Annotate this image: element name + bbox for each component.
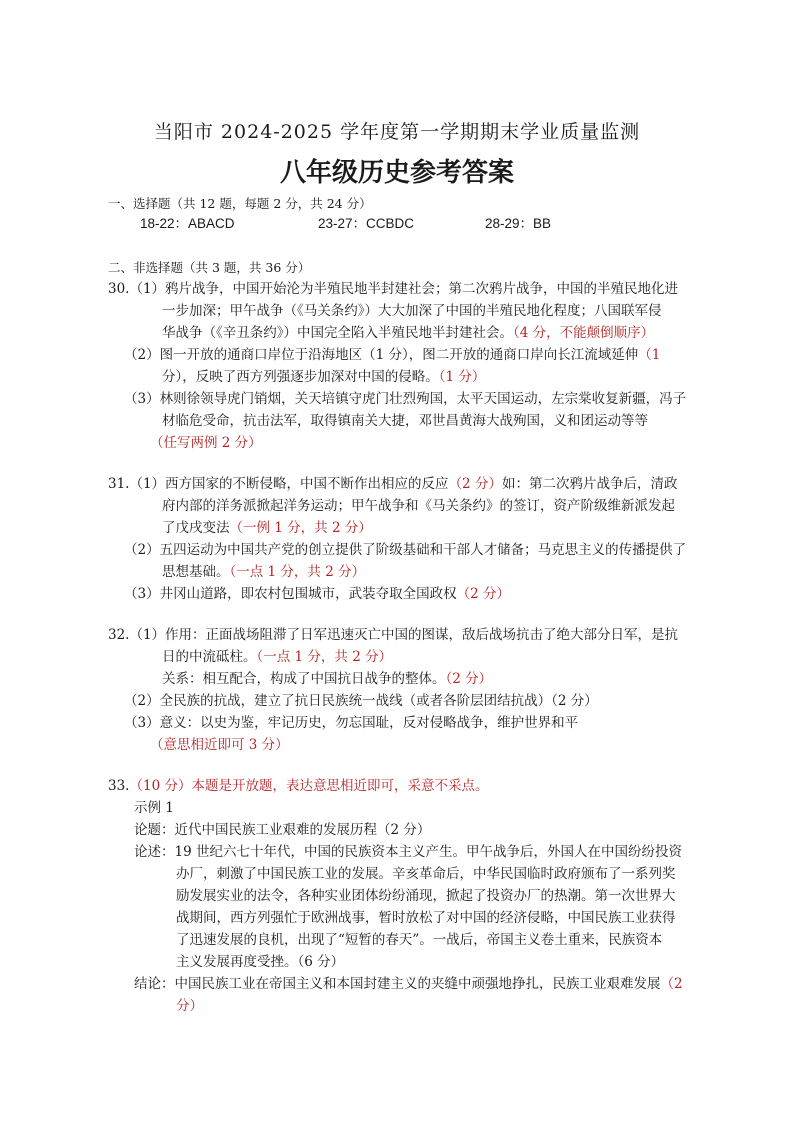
q32-line-6: （意思相近即可 3 分） — [150, 737, 289, 753]
q33-argument-line-5: 了迅速发展的良机，出现了“短暂的春天”。一战后，帝国主义卷土重来，民族资本 — [176, 932, 663, 948]
q30-line-3 — [162, 322, 654, 344]
section1-heading: 一、选择题（共 12 题，每题 2 分，共 24 分） — [108, 196, 372, 211]
q30-line-4 — [124, 344, 660, 366]
q31-line-4: （2）五四运动为中国共产党的创立提供了阶级基础和干部人才储备；马克思主义的传播提供了 — [124, 542, 687, 558]
q31-line-1-score: （2 分） — [448, 476, 502, 492]
q31-line-3-score: （一例 1 分，共 2 分） — [229, 520, 372, 536]
q32-line-4: （2）全民族的抗战，建立了抗日民族统一战线（或者各阶层团结抗战）（2 分） — [124, 693, 598, 709]
q30-line-6: （3）林则徐领导虎门销烟，关天培镇守虎门壮烈殉国，太平天国运动，左宗棠收复新疆，冯子 — [124, 391, 687, 407]
q30-line-7: 材临危受命，抗击法军，取得镇南关大捷，邓世昌黄海大战殉国，义和团运动等等 — [162, 413, 648, 429]
q33-line-1 — [108, 775, 488, 797]
q32-line-3-score: （2 分） — [445, 671, 493, 687]
answer-group-2: 23-27：CCBDC — [318, 216, 415, 231]
q33-instruction: （10 分）本题是开放题，表达意思相近即可，采意不采点。 — [129, 778, 489, 794]
q32-line-1: 32.（1）作用：正面战场阻滞了日军迅速灭亡中国的图谋，敌后战场抗击了绝大部分日军，是抗 — [108, 627, 679, 643]
q33-conclusion-line-2: 分） — [176, 998, 203, 1014]
q32-line-2-text: 日的中流砥柱。 — [162, 649, 257, 665]
q33-argument-line-1: 论述：19 世纪六七十年代，中国的民族资本主义产生。甲午战争后，外国人在中国纷纷投资 — [134, 844, 682, 860]
q33-number: 33. — [108, 778, 130, 794]
q30-line-2: 一步加深；甲午战争（《马关条约》）大大加深了中国的半殖民地化程度；八国联军侵 — [162, 303, 662, 319]
q31-line-5 — [162, 561, 365, 583]
q30-line-4-text: （2）图一开放的通商口岸位于沿海地区（1 分），图二开放的通商口岸向长江流域延伸 — [124, 347, 639, 363]
q30-score-note: （4 分，不能颠倒顺序） — [513, 325, 655, 341]
q32-line-3 — [162, 668, 492, 690]
q31-line-5-score: （一点 1 分，共 2 分） — [229, 564, 366, 580]
q31-line-5-text: 思想基础。 — [162, 564, 230, 580]
q30-line-8: （任写两例 2 分） — [150, 435, 262, 451]
q33-argument-line-4: 战期间，西方列强忙于欧洲战事，暂时放松了对中国的经济侵略，中国民族工业获得 — [176, 910, 676, 926]
q33-argument-line-2: 办厂，刺激了中国民族工业的发展。辛亥革命后，中华民国临时政府颁布了一系列奖 — [176, 866, 676, 882]
q33-topic: 论题：近代中国民族工业艰难的发展历程（2 分） — [134, 822, 431, 838]
q32-line-2 — [162, 646, 392, 668]
exam-title: 当阳市 2024-2025 学年度第一学期期末学业质量监测 — [153, 121, 641, 143]
q33-conclusion-text: 结论：中国民族工业在帝国主义和本国封建主义的夹缝中顽强地挣扎，民族工业艰难发展 — [134, 976, 661, 992]
document-subtitle: 八年级历史参考答案 — [279, 158, 514, 188]
q30-line-1: 30.（1）鸦片战争，中国开始沦为半殖民地半封建社会；第二次鸦片战争，中国的半殖民地化进 — [108, 281, 679, 297]
q32-line-3-text: 关系：相互配合，构成了中国抗日战争的整体。 — [162, 671, 446, 687]
q31-line-1-tail: 如：第二次鸦片战争后，清政 — [501, 476, 678, 492]
q33-argument-line-6: 主义发展再度受挫。（6 分） — [176, 954, 345, 970]
q33-conclusion-score: （2 — [660, 976, 683, 992]
q30-line-3-text: 华战争（《辛丑条约》）中国完全陷入半殖民地半封建社会。 — [162, 325, 513, 341]
q30-line-5-text: 分），反映了西方列强逐步加深对中国的侵略。 — [162, 369, 439, 385]
q30-line-5 — [162, 366, 485, 388]
q31-line-6 — [124, 583, 510, 605]
q33-argument-line-3: 励发展实业的法令，各种实业团体纷纷涌现，掀起了投资办厂的热潮。第一次世界大 — [176, 888, 676, 904]
answer-group-1: 18-22：ABACD — [140, 216, 235, 231]
q31-line-3 — [162, 517, 372, 539]
q31-line-2: 府内部的洋务派掀起洋务运动；甲午战争和《马关条约》的签订，资产阶级维新派发起 — [162, 498, 675, 514]
q31-line-1-text: 31.（1）西方国家的不断侵略，中国不断作出相应的反应 — [108, 476, 449, 492]
section2-heading: 二、非选择题（共 3 题，共 36 分） — [108, 260, 311, 275]
q32-line-2-score: （一点 1 分，共 2 分） — [256, 649, 393, 665]
q31-line-6-text: （3）井冈山道路，即农村包围城市，武装夺取全国政权 — [124, 586, 457, 602]
q30-line-4-score: （1 — [638, 347, 661, 363]
q31-line-6-score: （2 分） — [456, 586, 510, 602]
q32-line-5: （3）意义：以史为鉴，牢记历史，勿忘国耻，反对侵略战争，维护世界和平 — [124, 715, 579, 731]
q31-line-1 — [108, 473, 677, 495]
q30-line-5-score: （1 分） — [438, 369, 486, 385]
answer-group-3: 28-29：BB — [485, 216, 552, 231]
q31-line-3-text: 了戊戌变法 — [162, 520, 230, 536]
q33-conclusion-line-1 — [134, 973, 683, 995]
q33-example-label: 示例 1 — [134, 800, 174, 816]
